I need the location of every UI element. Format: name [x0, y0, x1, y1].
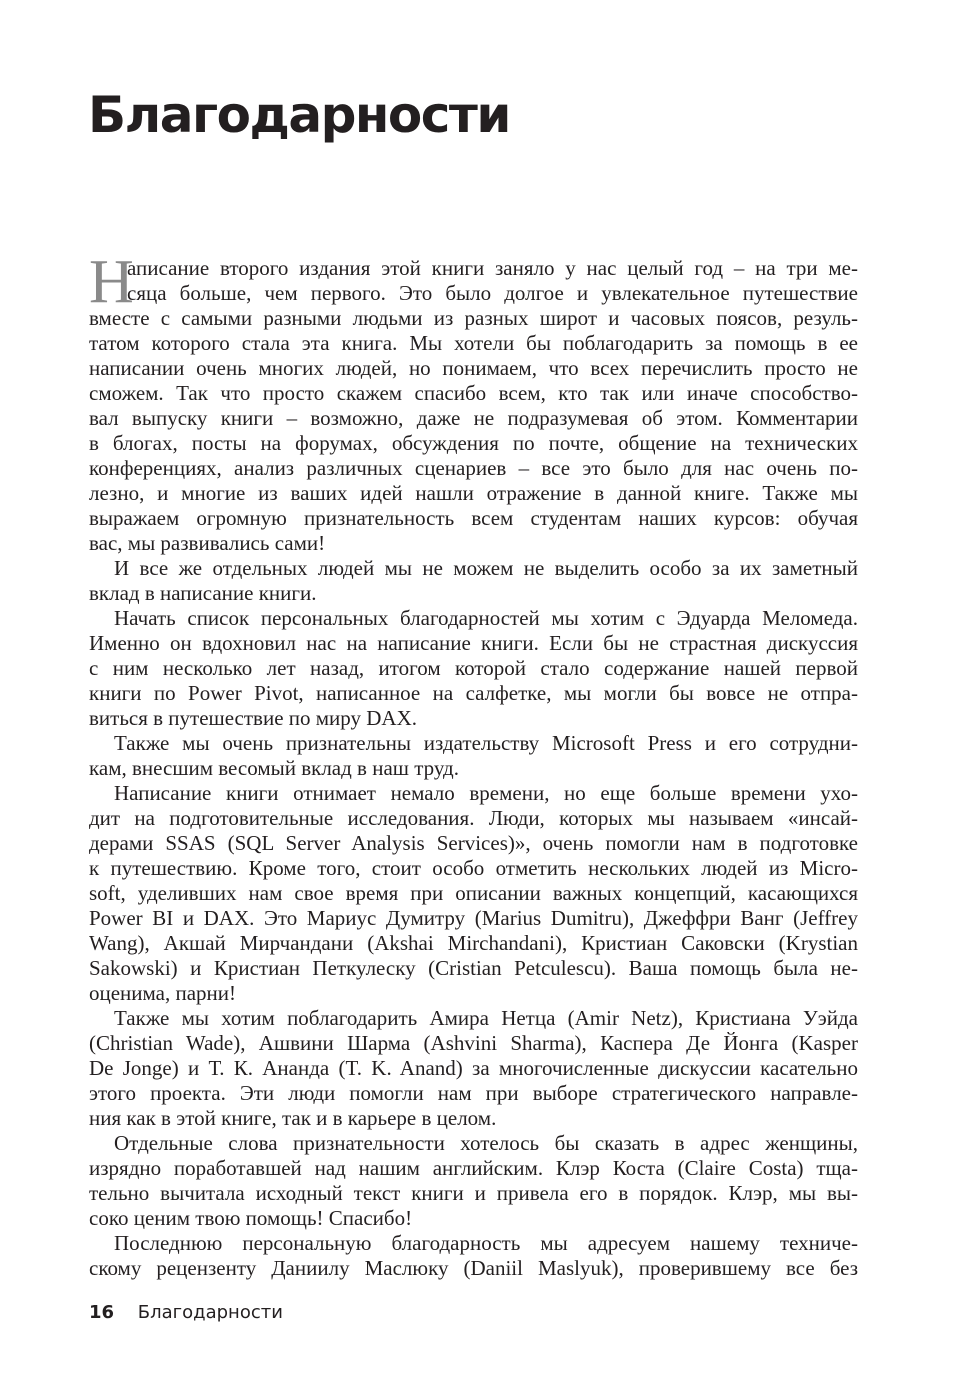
- paragraph: [89, 1231, 858, 1281]
- drop-cap: Н: [89, 248, 134, 316]
- text-line: написании очень многих людей, но понимаем, что всех перечислить просто не: [89, 356, 858, 380]
- running-title: Благодарности: [137, 1302, 283, 1323]
- text-line: Начать список персональных благодарностей мы хотим с Эдуарда Меломеда.: [114, 606, 858, 630]
- text-line: виться в путешествие по миру DAX.: [89, 706, 418, 730]
- text-line: ния как в этой книге, так и в карьере в целом.: [89, 1106, 497, 1130]
- text-line: Power BI и DAX. Это Мариус Думитру (Marius Dumitru), Джеффри Ванг (Jeffrey: [89, 906, 858, 930]
- text-line: Последнюю персональную благодарность мы адресуем нашему техниче-: [114, 1231, 858, 1255]
- text-line: к путешествию. Кроме того, стоит особо отметить нескольких людей из Micro-: [89, 856, 858, 880]
- text-line: кам, внесшим весомый вклад в наш труд.: [89, 756, 459, 780]
- paragraph: [89, 781, 858, 1006]
- text-line: (Christian Wade), Ашвини Шарма (Ashvini Sharma), Каспера Де Йонга (Kasper: [89, 1031, 858, 1055]
- text-line: с ним несколько лет назад, итогом которой стало содержание нашей первой: [89, 656, 858, 680]
- text-line: дерами SSAS (SQL Server Analysis Services)», очень помогли нам в подготовке: [89, 831, 858, 855]
- text-line: Отдельные слова признательности хотелось бы сказать в адрес женщины,: [114, 1131, 858, 1155]
- paragraph: [89, 556, 858, 606]
- text-line: этого проекта. Эти люди помогли нам при выборе стратегического направле-: [89, 1081, 858, 1105]
- text-line: Также мы хотим поблагодарить Амира Нетца (Amir Netz), Кристиана Уэйда: [114, 1006, 858, 1030]
- text-line: сяца больше, чем первого. Это было долгое и увлекательное путешествие: [127, 281, 858, 305]
- paragraph: [89, 606, 858, 731]
- paragraph-first: [89, 248, 858, 556]
- text-line: скому рецензенту Даниилу Маслюку (Daniil Maslyuk), проверившему все без: [89, 1256, 858, 1280]
- paragraph: [89, 731, 858, 781]
- text-line: книги по Power Pivot, написанное на салфетке, мы могли бы вовсе не отпра-: [89, 681, 858, 705]
- page-footer: [89, 1302, 283, 1323]
- text-line: тельно вычитала исходный текст книги и привела его в порядок. Клэр, мы вы-: [89, 1181, 858, 1205]
- text-line: вклад в написание книги.: [89, 581, 317, 605]
- text-line: И все же отдельных людей мы не можем не выделить особо за их заметный: [114, 556, 858, 580]
- text-line: изрядно поработавшей над нашим английским. Клэр Коста (Claire Costa) тща-: [89, 1156, 858, 1180]
- text-line: дит на подготовительные исследования. Люди, которых мы называем «инсай-: [89, 806, 858, 830]
- text-line: лезно, и многие из ваших идей нашли отражение в данной книге. Также мы: [89, 481, 858, 505]
- paragraph: [89, 1131, 858, 1231]
- body-text: [89, 248, 858, 1281]
- text-line: вал выпуску книги – возможно, даже не подразумевая об этом. Комментарии: [89, 406, 858, 430]
- text-line: De Jonge) и Т. К. Ананда (T. K. Anand) за многочисленные дискуссии касательно: [89, 1056, 858, 1080]
- text-line: конференциях, анализ различных сценариев – все это было для нас очень по-: [89, 456, 858, 480]
- text-line: вас, мы развивались сами!: [89, 531, 326, 555]
- text-line: аписание второго издания этой книги заняло у нас целый год – на три ме-: [127, 256, 858, 280]
- text-line: татом которого стала эта книга. Мы хотели бы поблагодарить за помощь в ее: [89, 331, 858, 355]
- text-line: сможем. Так что просто скажем спасибо всем, кто так или иначе способство-: [89, 381, 858, 405]
- page-title: Благодарности: [88, 86, 510, 144]
- paragraph: [89, 1006, 858, 1131]
- text-line: соко ценим твою помощь! Спасибо!: [89, 1206, 413, 1230]
- text-line: выражаем огромную признательность всем студентам наших курсов: обучая: [89, 506, 858, 530]
- text-line: Написание книги отнимает немало времени, но еще больше времени ухо-: [114, 781, 858, 805]
- text-line: Также мы очень признательны издательству Microsoft Press и его сотрудни-: [114, 731, 858, 755]
- text-line: оценима, парни!: [89, 981, 237, 1005]
- text-line: вместе с самыми разными людьми из разных широт и часовых поясов, резуль-: [89, 306, 858, 330]
- page-number: 16: [89, 1302, 115, 1323]
- text-line: в блогах, посты на форумах, обсуждения по почте, общение на технических: [89, 431, 858, 455]
- text-line: Wang), Акшай Мирчандани (Akshai Mirchandani), Кристиан Саковски (Krystian: [89, 931, 858, 955]
- text-line: Sakowski) и Кристиан Петкулеску (Cristian Petculescu). Ваша помощь была не-: [89, 956, 858, 980]
- text-line: soft, уделивших нам свое время при описании важных концепций, касающихся: [89, 881, 858, 905]
- text-line: Именно он вдохновил нас на написание книги. Если бы не страстная дискуссия: [89, 631, 858, 655]
